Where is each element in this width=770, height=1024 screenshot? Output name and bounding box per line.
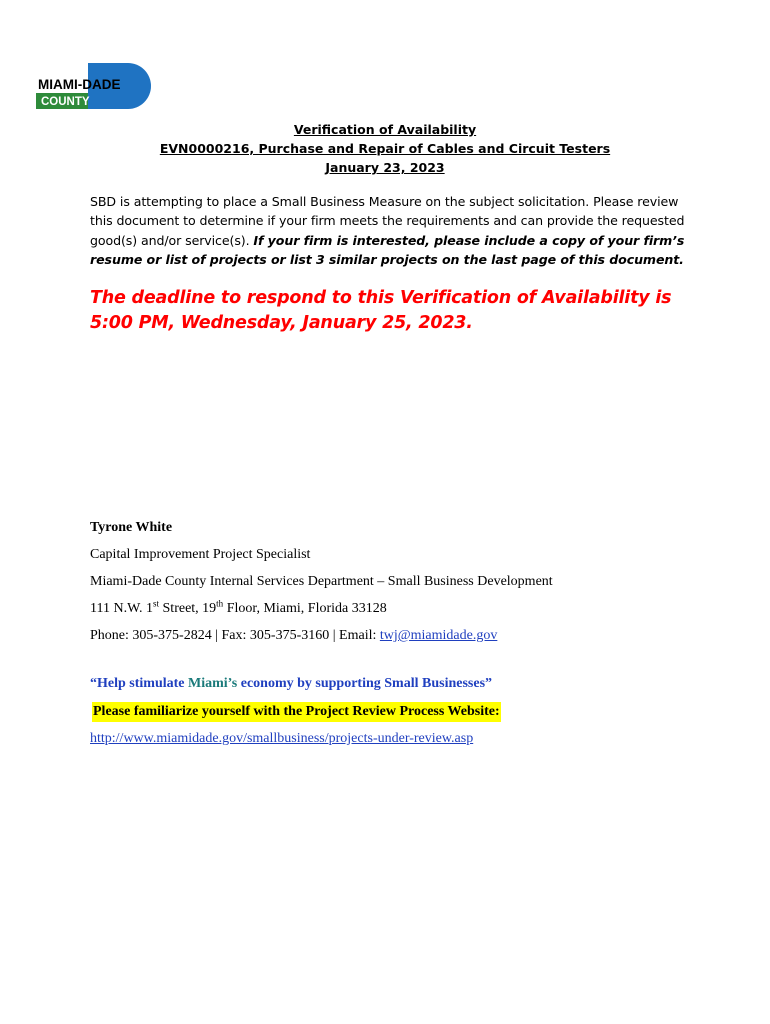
address-part: Street, 19 bbox=[159, 601, 217, 616]
logo-text-top: MIAMI-DADE bbox=[38, 77, 121, 92]
project-review-website-link[interactable]: http://www.miamidade.gov/smallbusiness/projects-under-review.asp bbox=[90, 731, 474, 746]
contact-block bbox=[90, 514, 710, 649]
intro-paragraph bbox=[90, 192, 690, 269]
email-link[interactable]: twj@miamidade.gov bbox=[379, 628, 498, 643]
document-date: January 23, 2023 bbox=[325, 160, 445, 175]
slogan-part: “Help stimulate bbox=[90, 676, 188, 691]
intro-emphasis: If your firm is interested, please include a copy of your firm’s resume or list of projects or list 3 similar projects on the last page of this document. bbox=[90, 232, 685, 267]
deadline-notice: The deadline to respond to this Verification of Availability is 5:00 PM, Wednesday, January 25, 2023. bbox=[90, 288, 672, 333]
document-title: Verification of Availability bbox=[293, 122, 477, 137]
intro-text: SBD is attempting to place a Small Business Measure on the subject solicitation. Please review this document to determine if your firm meets the requirements and can provide the requested good(s) and/or service(s). bbox=[90, 194, 685, 248]
address-superscript: th bbox=[216, 598, 224, 609]
phone-fax-text: Phone: 305-375-2824 | Fax: 305-375-3160 | Email: bbox=[90, 628, 380, 643]
miami-dade-logo bbox=[36, 63, 152, 109]
solicitation-title: EVN0000216, Purchase and Repair of Cables and Circuit Testers bbox=[159, 141, 611, 156]
address-part: 111 N.W. 1 bbox=[90, 601, 153, 616]
document-header bbox=[0, 120, 770, 177]
familiarize-notice: Please familiarize yourself with the Project Review Process Website: bbox=[92, 702, 501, 722]
contact-name: Tyrone White bbox=[90, 520, 173, 535]
contact-phone-fax-email bbox=[90, 622, 710, 649]
contact-address bbox=[90, 595, 710, 622]
address-superscript: st bbox=[153, 598, 160, 609]
slogan-miami: Miami’s bbox=[188, 676, 238, 691]
contact-department: Miami-Dade County Internal Services Department – Small Business Development bbox=[90, 574, 553, 589]
address-part: Floor, Miami, Florida 33128 bbox=[223, 601, 387, 616]
slogan bbox=[90, 676, 492, 692]
logo-text-bottom: COUNTY bbox=[41, 96, 90, 108]
contact-title: Capital Improvement Project Specialist bbox=[90, 547, 311, 562]
slogan-part: economy by supporting Small Businesses” bbox=[237, 676, 493, 691]
